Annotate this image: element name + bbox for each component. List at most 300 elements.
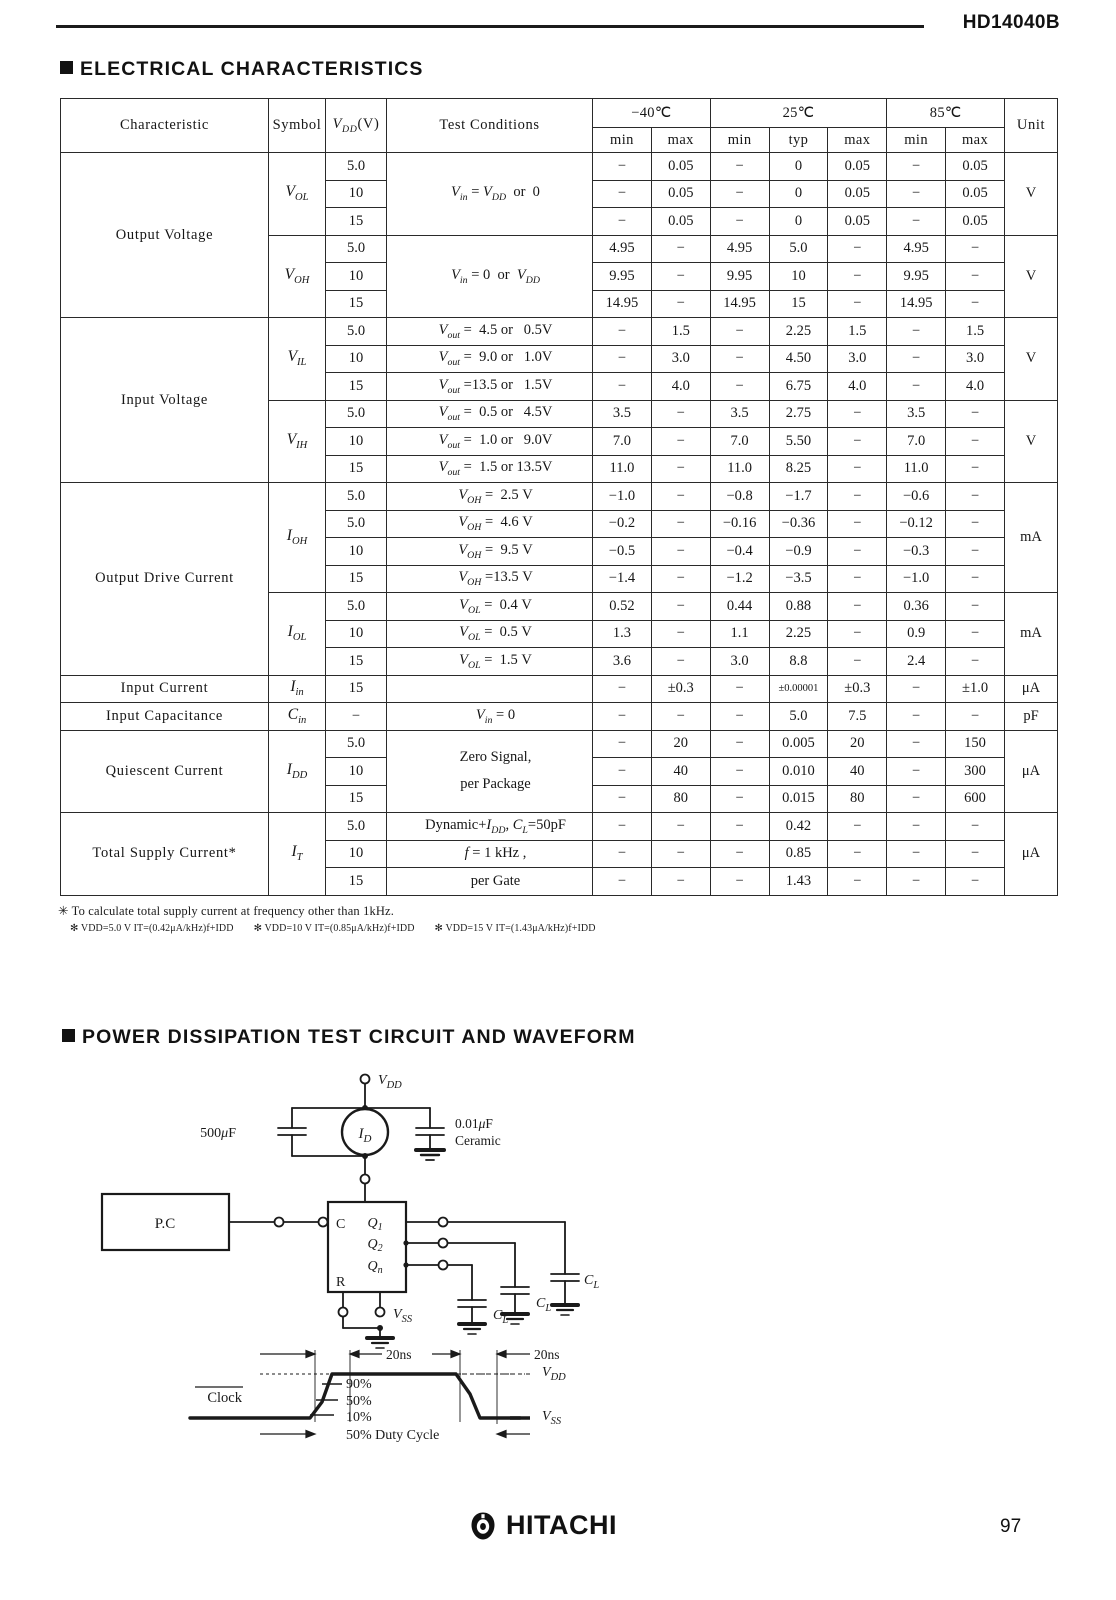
fall-time-label: 20ns xyxy=(534,1347,560,1362)
table-row xyxy=(61,675,1058,703)
cell-unit: μA xyxy=(1005,730,1058,813)
cell-vdd: 5.0 xyxy=(326,235,387,263)
clock-label: Clock xyxy=(207,1390,242,1406)
cell-hot-min: − xyxy=(887,208,946,236)
col-cold-min: min xyxy=(593,128,652,153)
cell-room-typ: 0.005 xyxy=(769,730,828,758)
level-50-label: 50% xyxy=(346,1394,372,1409)
cell-room-max: − xyxy=(828,813,887,841)
cell-room-max: − xyxy=(828,840,887,868)
cell-room-min: − xyxy=(710,813,769,841)
section-heading-power xyxy=(62,1026,636,1049)
cell-hot-max: − xyxy=(946,840,1005,868)
cell-vdd: 10 xyxy=(326,840,387,868)
cell-vdd: 5.0 xyxy=(326,813,387,841)
cell-room-typ: 1.43 xyxy=(769,868,828,896)
cell-vdd: 10 xyxy=(326,620,387,648)
cell-room-min: − xyxy=(710,373,769,401)
electrical-characteristics-table xyxy=(60,98,1058,896)
footnote-formula-3: ✻ VDD=15 V IT=(1.43μA/kHz)f+IDD xyxy=(434,923,596,934)
cell-symbol: $C_{in}$ xyxy=(269,703,326,731)
cell-room-typ: 15 xyxy=(769,290,828,318)
cell-room-typ: ±0.00001 xyxy=(769,675,828,703)
cell-test-condition: Zero Signal, per Package xyxy=(387,730,593,813)
cell-vdd: 15 xyxy=(326,648,387,676)
cell-cold-min: − xyxy=(593,730,652,758)
cell-test-condition: $V_{in} = 0$ or $V_{DD}$ xyxy=(387,235,593,318)
cell-hot-min: 0.9 xyxy=(887,620,946,648)
col-vdd: $V_{DD}(V)$ xyxy=(326,99,387,153)
cell-cold-min: − xyxy=(593,208,652,236)
cell-cold-max: 80 xyxy=(651,785,710,813)
cell-room-typ: 4.50 xyxy=(769,345,828,373)
clock-input-terminal-icon xyxy=(319,1218,328,1227)
cell-hot-min: − xyxy=(887,840,946,868)
cell-hot-min: 4.95 xyxy=(887,235,946,263)
cell-cold-min: − xyxy=(593,840,652,868)
cell-test-condition: $V_{out} = 1.0$ or 9.0V xyxy=(387,428,593,456)
page-footer xyxy=(0,1506,1116,1566)
cell-test-condition: $V_{OH} = 9.5$ V xyxy=(387,538,593,566)
pin-r-label: R xyxy=(336,1275,346,1290)
q2-terminal-icon xyxy=(439,1239,448,1248)
col-symbol: Symbol xyxy=(269,99,326,153)
cell-room-max: − xyxy=(828,455,887,483)
cell-room-typ: 0.010 xyxy=(769,758,828,786)
cell-cold-max: − xyxy=(651,703,710,731)
cell-room-min: − xyxy=(710,675,769,703)
cell-room-typ: 8.8 xyxy=(769,648,828,676)
cell-hot-max: 0.05 xyxy=(946,180,1005,208)
pin-q2-label: $Q_2$ xyxy=(367,1237,383,1254)
cell-room-max: − xyxy=(828,400,887,428)
cell-hot-max: − xyxy=(946,263,1005,291)
col-room-typ: typ xyxy=(769,128,828,153)
cell-cold-max: ±0.3 xyxy=(651,675,710,703)
cell-cold-max: − xyxy=(651,510,710,538)
cell-cold-max: 1.5 xyxy=(651,318,710,346)
cell-vdd: 10 xyxy=(326,180,387,208)
cell-vdd: 10 xyxy=(326,428,387,456)
cell-room-min: −0.16 xyxy=(710,510,769,538)
pin-c-label: C xyxy=(336,1217,346,1232)
duty-cycle-label: 50% Duty Cycle xyxy=(346,1428,440,1443)
current-source-label: $I_D$ xyxy=(358,1126,372,1145)
cell-cold-max: − xyxy=(651,428,710,456)
cell-cold-max: 3.0 xyxy=(651,345,710,373)
cell-room-min: − xyxy=(710,785,769,813)
cell-vdd: 15 xyxy=(326,675,387,703)
cell-cold-min: −1.0 xyxy=(593,483,652,511)
qn-terminal-icon xyxy=(439,1261,448,1270)
table-header-row-1 xyxy=(61,99,1058,128)
cell-room-max: 0.05 xyxy=(828,153,887,181)
cell-room-typ: 0.85 xyxy=(769,840,828,868)
cell-symbol: $I_{in}$ xyxy=(269,675,326,703)
col-hot-min: min xyxy=(887,128,946,153)
cell-room-min: 3.5 xyxy=(710,400,769,428)
cell-room-max: ±0.3 xyxy=(828,675,887,703)
cell-hot-min: − xyxy=(887,730,946,758)
col-temp-room: 25℃ xyxy=(710,99,887,128)
cell-hot-max: − xyxy=(946,538,1005,566)
cell-cold-max: 0.05 xyxy=(651,180,710,208)
table-row xyxy=(61,318,1058,346)
cell-room-max: 4.0 xyxy=(828,373,887,401)
vss-terminal-icon xyxy=(376,1308,385,1317)
cell-cold-min: − xyxy=(593,758,652,786)
cell-hot-min: − xyxy=(887,703,946,731)
ceramic-cap-type-label: Ceramic xyxy=(455,1133,501,1148)
hitachi-logo-icon xyxy=(468,1511,498,1541)
cell-cold-min: − xyxy=(593,868,652,896)
cell-room-typ: 2.25 xyxy=(769,620,828,648)
cell-hot-min: − xyxy=(887,345,946,373)
cell-cold-min: 4.95 xyxy=(593,235,652,263)
cell-hot-min: − xyxy=(887,785,946,813)
cell-room-min: 9.95 xyxy=(710,263,769,291)
cell-room-max: 7.5 xyxy=(828,703,887,731)
cell-hot-max: − xyxy=(946,703,1005,731)
cell-cold-max: − xyxy=(651,483,710,511)
current-source-icon xyxy=(342,1109,388,1155)
cell-hot-max: 150 xyxy=(946,730,1005,758)
cell-vdd: 5.0 xyxy=(326,318,387,346)
test-circuit-svg xyxy=(60,1062,1060,1462)
cell-hot-min: 2.4 xyxy=(887,648,946,676)
cell-hot-min: −0.3 xyxy=(887,538,946,566)
cell-hot-max: − xyxy=(946,813,1005,841)
cell-vdd: 15 xyxy=(326,455,387,483)
q1-terminal-icon xyxy=(439,1218,448,1227)
cell-hot-max: 4.0 xyxy=(946,373,1005,401)
cell-room-max: 40 xyxy=(828,758,887,786)
footnote-formula-1: ✻ VDD=5.0 V IT=(0.42μA/kHz)f+IDD xyxy=(70,923,234,934)
cell-hot-min: − xyxy=(887,180,946,208)
cell-cold-min: − xyxy=(593,180,652,208)
cell-test-condition: $V_{out} = 1.5$ or 13.5V xyxy=(387,455,593,483)
cell-room-max: − xyxy=(828,290,887,318)
cell-symbol: $V_{OL}$ xyxy=(269,153,326,236)
cell-test-condition: $V_{out} = 9.0$ or 1.0V xyxy=(387,345,593,373)
cell-test-condition: f = 1 kHz , xyxy=(387,840,593,868)
cell-vdd: 15 xyxy=(326,290,387,318)
cell-room-min: − xyxy=(710,208,769,236)
cell-room-max: − xyxy=(828,620,887,648)
cell-cold-min: −1.4 xyxy=(593,565,652,593)
cell-hot-max: 3.0 xyxy=(946,345,1005,373)
cell-symbol: $V_{IL}$ xyxy=(269,318,326,401)
table-row xyxy=(61,153,1058,181)
cell-test-condition: $Dynamic+I_{DD}$, $C_L=50pF$ xyxy=(387,813,593,841)
cell-hot-max: − xyxy=(946,510,1005,538)
cell-room-typ: 0.42 xyxy=(769,813,828,841)
cell-room-min: 0.44 xyxy=(710,593,769,621)
cell-cold-min: 7.0 xyxy=(593,428,652,456)
cell-hot-max: 0.05 xyxy=(946,208,1005,236)
cell-test-condition: $V_{OL} = 1.5$ V xyxy=(387,648,593,676)
cell-hot-max: − xyxy=(946,428,1005,456)
cl-label-2: $C_L$ xyxy=(536,1296,552,1314)
cell-room-typ: 0.015 xyxy=(769,785,828,813)
cell-hot-min: 14.95 xyxy=(887,290,946,318)
cell-cold-max: − xyxy=(651,400,710,428)
cell-room-typ: 0 xyxy=(769,180,828,208)
bullet-square-icon xyxy=(60,61,73,74)
cell-test-condition: $V_{out} =13.5$ or 1.5V xyxy=(387,373,593,401)
col-temp-cold: −40℃ xyxy=(593,99,711,128)
cell-test-condition: $V_{OH} =13.5$ V xyxy=(387,565,593,593)
pin-q1-label: $Q_1$ xyxy=(367,1216,383,1233)
cell-hot-min: − xyxy=(887,868,946,896)
cell-test-condition: $V_{out} = 4.5$ or 0.5V xyxy=(387,318,593,346)
table-row xyxy=(61,730,1058,758)
col-characteristic: Characteristic xyxy=(61,99,269,153)
cell-test-condition: $V_{out} = 0.5$ or 4.5V xyxy=(387,400,593,428)
part-number: HD14040B xyxy=(962,12,1060,33)
table-body xyxy=(61,153,1058,896)
cell-cold-max: − xyxy=(651,593,710,621)
cell-vdd: 5.0 xyxy=(326,510,387,538)
footnote-line-1: ✳ To calculate total supply current at frequency other than 1kHz. xyxy=(58,904,395,918)
cell-vdd: − xyxy=(326,703,387,731)
cell-room-max: 3.0 xyxy=(828,345,887,373)
cell-vdd: 15 xyxy=(326,565,387,593)
cell-hot-min: −0.12 xyxy=(887,510,946,538)
pin-qn-label: $Q_n$ xyxy=(367,1259,383,1276)
cell-cold-max: 0.05 xyxy=(651,153,710,181)
page-header xyxy=(56,12,1060,42)
header-rule xyxy=(56,25,924,28)
cell-hot-min: − xyxy=(887,153,946,181)
cell-unit: V xyxy=(1005,153,1058,236)
cell-cold-min: −0.5 xyxy=(593,538,652,566)
cell-hot-max: − xyxy=(946,593,1005,621)
cell-room-typ: 5.50 xyxy=(769,428,828,456)
cell-test-condition: $V_{in} = 0$ xyxy=(387,703,593,731)
pc-label: P.C xyxy=(154,1216,176,1232)
cell-cold-min: − xyxy=(593,703,652,731)
cell-room-max: 0.05 xyxy=(828,180,887,208)
table-row xyxy=(61,703,1058,731)
cell-symbol: $V_{IH}$ xyxy=(269,400,326,483)
cell-room-typ: 0.88 xyxy=(769,593,828,621)
brand-logo xyxy=(468,1510,617,1541)
cell-unit: μA xyxy=(1005,813,1058,896)
cell-room-max: − xyxy=(828,593,887,621)
cell-hot-max: − xyxy=(946,648,1005,676)
cell-characteristic: Output Voltage xyxy=(61,153,269,318)
cell-room-typ: 5.0 xyxy=(769,235,828,263)
bulk-cap-label: 500μF xyxy=(200,1126,236,1141)
cell-room-min: 4.95 xyxy=(710,235,769,263)
cell-room-min: − xyxy=(710,318,769,346)
reset-terminal-icon xyxy=(339,1308,348,1317)
cell-room-min: 14.95 xyxy=(710,290,769,318)
cell-hot-max: − xyxy=(946,400,1005,428)
cell-hot-max: 1.5 xyxy=(946,318,1005,346)
cell-vdd: 5.0 xyxy=(326,153,387,181)
cell-symbol: $I_T$ xyxy=(269,813,326,896)
cell-cold-min: −0.2 xyxy=(593,510,652,538)
cell-room-min: 7.0 xyxy=(710,428,769,456)
waveform-vss-label: $V_{SS}$ xyxy=(542,1409,562,1427)
cell-cold-min: 3.6 xyxy=(593,648,652,676)
cell-hot-max: ±1.0 xyxy=(946,675,1005,703)
cell-hot-min: −1.0 xyxy=(887,565,946,593)
cell-cold-min: − xyxy=(593,675,652,703)
cell-room-min: −0.8 xyxy=(710,483,769,511)
cell-vdd: 5.0 xyxy=(326,483,387,511)
section-heading-electrical xyxy=(60,58,424,81)
cl-label-3: $C_L$ xyxy=(584,1273,600,1291)
cell-hot-min: 11.0 xyxy=(887,455,946,483)
cell-cold-min: − xyxy=(593,153,652,181)
cell-hot-min: − xyxy=(887,373,946,401)
cell-hot-max: − xyxy=(946,620,1005,648)
table-footnotes xyxy=(58,903,1058,934)
cell-hot-max: − xyxy=(946,290,1005,318)
cell-room-min: 11.0 xyxy=(710,455,769,483)
section-heading-power-label: POWER DISSIPATION TEST CIRCUIT AND WAVEFORM xyxy=(82,1026,636,1048)
cell-vdd: 5.0 xyxy=(326,593,387,621)
cell-room-max: − xyxy=(828,868,887,896)
cell-cold-min: − xyxy=(593,813,652,841)
cell-hot-max: 600 xyxy=(946,785,1005,813)
cell-vdd: 10 xyxy=(326,263,387,291)
brand-name: HITACHI xyxy=(506,1510,617,1540)
cell-room-min: 1.1 xyxy=(710,620,769,648)
cell-cold-max: − xyxy=(651,840,710,868)
cell-cold-min: − xyxy=(593,785,652,813)
cell-room-max: 0.05 xyxy=(828,208,887,236)
cell-cold-max: − xyxy=(651,455,710,483)
cell-hot-min: −0.6 xyxy=(887,483,946,511)
vss-label: $V_{SS}$ xyxy=(393,1307,413,1325)
cell-characteristic: Total Supply Current* xyxy=(61,813,269,896)
cell-room-typ: 0 xyxy=(769,153,828,181)
cell-test-condition xyxy=(387,675,593,703)
cell-room-min: −1.2 xyxy=(710,565,769,593)
col-temp-hot: 85℃ xyxy=(887,99,1005,128)
vdd-label: $V_{DD}$ xyxy=(378,1073,402,1091)
power-dissipation-diagram xyxy=(60,1062,1060,1462)
cell-cold-min: 9.95 xyxy=(593,263,652,291)
cell-vdd: 15 xyxy=(326,208,387,236)
cell-hot-min: − xyxy=(887,675,946,703)
cell-room-min: − xyxy=(710,180,769,208)
col-unit: Unit xyxy=(1005,99,1058,153)
cell-room-typ: −0.9 xyxy=(769,538,828,566)
cell-test-condition: $V_{OL} = 0.4$ V xyxy=(387,593,593,621)
col-hot-max: max xyxy=(946,128,1005,153)
cell-cold-max: 0.05 xyxy=(651,208,710,236)
cell-room-max: − xyxy=(828,565,887,593)
cell-room-typ: 6.75 xyxy=(769,373,828,401)
cell-test-condition: $V_{OL} = 0.5$ V xyxy=(387,620,593,648)
cell-hot-min: 7.0 xyxy=(887,428,946,456)
cell-symbol: $I_{OL}$ xyxy=(269,593,326,676)
cell-cold-min: 0.52 xyxy=(593,593,652,621)
cell-unit: mA xyxy=(1005,483,1058,593)
cell-room-typ: 2.25 xyxy=(769,318,828,346)
col-room-min: min xyxy=(710,128,769,153)
footnote-formula-2: ✻ VDD=10 V IT=(0.85μA/kHz)f+IDD xyxy=(253,923,415,934)
cell-symbol: $V_{OH}$ xyxy=(269,235,326,318)
cell-room-typ: 5.0 xyxy=(769,703,828,731)
cell-characteristic: Quiescent Current xyxy=(61,730,269,813)
cell-vdd: 10 xyxy=(326,758,387,786)
pc-terminal-icon xyxy=(275,1218,284,1227)
cl-label-1: $C_L$ xyxy=(493,1308,509,1326)
cell-room-min: − xyxy=(710,840,769,868)
cell-room-typ: 0 xyxy=(769,208,828,236)
cell-vdd: 10 xyxy=(326,345,387,373)
cell-cold-max: − xyxy=(651,290,710,318)
cell-hot-max: − xyxy=(946,235,1005,263)
cell-cold-min: 11.0 xyxy=(593,455,652,483)
cell-hot-max: 0.05 xyxy=(946,153,1005,181)
page-number: 97 xyxy=(1000,1516,1022,1537)
table-row xyxy=(61,483,1058,511)
cell-room-max: − xyxy=(828,538,887,566)
cell-room-max: 80 xyxy=(828,785,887,813)
cell-room-min: − xyxy=(710,153,769,181)
cell-room-min: − xyxy=(710,730,769,758)
cell-room-min: − xyxy=(710,868,769,896)
cell-room-max: − xyxy=(828,483,887,511)
cell-unit: mA xyxy=(1005,593,1058,676)
cell-unit: μA xyxy=(1005,675,1058,703)
cell-cold-max: − xyxy=(651,813,710,841)
cell-vdd: 15 xyxy=(326,785,387,813)
cell-cold-min: 3.5 xyxy=(593,400,652,428)
cell-cold-min: 1.3 xyxy=(593,620,652,648)
cell-characteristic: Input Capacitance xyxy=(61,703,269,731)
cell-hot-min: 0.36 xyxy=(887,593,946,621)
vdd-terminal-icon xyxy=(361,1075,370,1084)
cell-hot-max: − xyxy=(946,565,1005,593)
cell-cold-max: − xyxy=(651,868,710,896)
cell-hot-max: − xyxy=(946,455,1005,483)
cell-hot-min: 9.95 xyxy=(887,263,946,291)
cell-room-typ: −1.7 xyxy=(769,483,828,511)
cell-room-max: 1.5 xyxy=(828,318,887,346)
cell-room-max: 20 xyxy=(828,730,887,758)
cell-room-max: − xyxy=(828,263,887,291)
cell-cold-max: 40 xyxy=(651,758,710,786)
cell-characteristic: Output Drive Current xyxy=(61,483,269,676)
cell-cold-max: 4.0 xyxy=(651,373,710,401)
cell-room-typ: 8.25 xyxy=(769,455,828,483)
cell-room-min: −0.4 xyxy=(710,538,769,566)
cell-vdd: 15 xyxy=(326,373,387,401)
cell-cold-min: 14.95 xyxy=(593,290,652,318)
col-cold-max: max xyxy=(651,128,710,153)
supply-pin-icon xyxy=(361,1175,370,1184)
cell-cold-max: − xyxy=(651,620,710,648)
cell-unit: pF xyxy=(1005,703,1058,731)
waveform-vdd-label: $V_{DD}$ xyxy=(542,1365,566,1383)
cell-characteristic: Input Voltage xyxy=(61,318,269,483)
cell-symbol: $I_{OH}$ xyxy=(269,483,326,593)
cell-cold-max: − xyxy=(651,565,710,593)
col-test-conditions: Test Conditions xyxy=(387,99,593,153)
cell-cold-max: − xyxy=(651,263,710,291)
cell-cold-min: − xyxy=(593,373,652,401)
cell-unit: V xyxy=(1005,318,1058,401)
cell-cold-max: 20 xyxy=(651,730,710,758)
